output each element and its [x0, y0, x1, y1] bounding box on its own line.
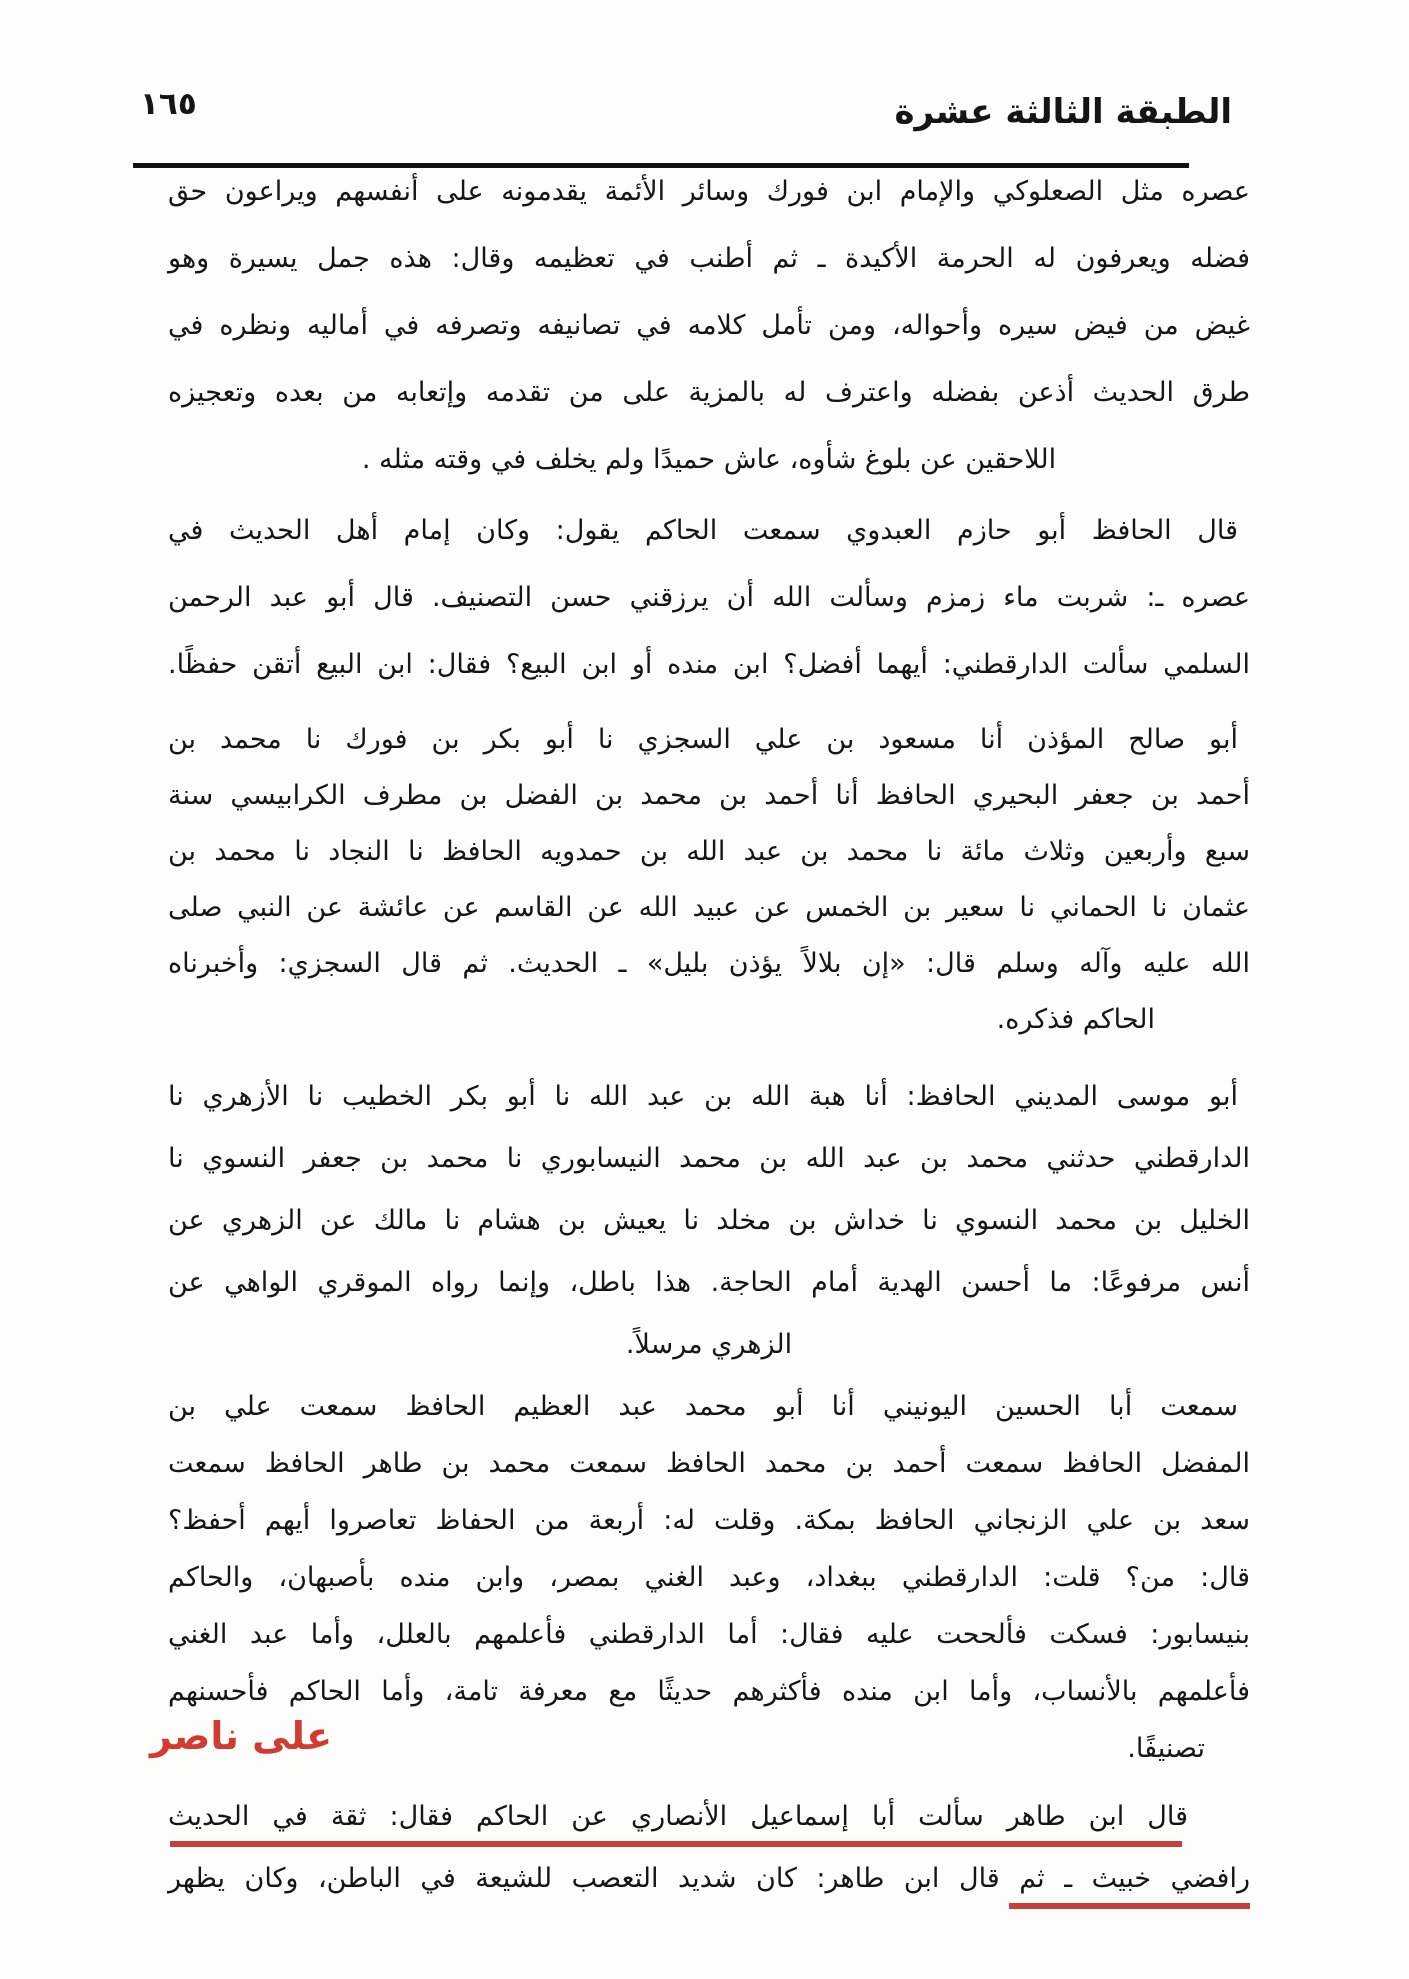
text-line: الله عليه وآله وسلم قال: «إن بلالاً يؤذن بليل» ـ الحديث. ثم قال السجزي: وأخبرناه — [168, 948, 1250, 979]
text-line: السلمي سألت الدارقطني: أيهما أفضل؟ ابن منده أو ابن البيع؟ فقال: ابن البيع أتقن حفظًا. — [168, 649, 1250, 680]
margin-annotation: على ناصر — [150, 1714, 333, 1758]
body-paragraph — [168, 1786, 1250, 1910]
text-line: المفضل الحافظ سمعت أحمد بن محمد الحافظ سمعت محمد بن طاهر الحافظ سمعت — [168, 1448, 1250, 1479]
text-line: بنيسابور: فسكت فألححت عليه فقال: أما الدارقطني فأعلمهم بالعلل، وأما عبد الغني — [168, 1619, 1250, 1650]
text-line: تصنيفًا. — [1127, 1733, 1205, 1764]
text-line: سعد بن علي الزنجاني الحافظ بمكة. وقلت له: أربعة من الحفاظ تعاصروا أيهم أحفظ؟ — [168, 1505, 1250, 1536]
text-line: الدارقطني حدثني محمد بن عبد الله بن محمد النيسابوري نا محمد بن جعفر النسوي نا — [168, 1143, 1250, 1174]
text-line: قال: من؟ قلت: الدارقطني ببغداد، وعبد الغني بمصر، وابن منده بأصبهان، والحاكم — [168, 1562, 1250, 1593]
body-paragraph — [168, 712, 1250, 1048]
text-line: الخليل بن محمد النسوي نا خداش بن مخلد نا يعيش بن هشام نا مالك عن الزهري عن — [168, 1205, 1250, 1236]
text-line: سبع وأربعين وثلاث مائة نا محمد بن عبد الله بن حمدويه الحافظ نا النجاد نا محمد بن — [168, 836, 1250, 867]
text-line: طرق الحديث أذعن بفضله واعترف له بالمزية على من تقدمه وإتعابه من بعده وتعجيزه — [168, 377, 1250, 408]
text-line: غيض من فيض سيره وأحواله، ومن تأمل كلامه في تصانيفه وتصرفه في أماليه ونظره في — [168, 310, 1250, 341]
text-line: أبو موسى المديني الحافظ: أنا هبة الله بن عبد الله نا أبو بكر الخطيب نا الأزهري نا — [168, 1081, 1238, 1112]
red-underline-2 — [1009, 1903, 1250, 1909]
text-line: رافضي خبيث ـ ثم قال ابن طاهر: كان شديد التعصب للشيعة في الباطن، وكان يظهر — [168, 1863, 1250, 1894]
text-line: أنس مرفوعًا: ما أحسن الهدية أمام الحاجة. هذا باطل، وإنما رواه الموقري الواهي عن — [168, 1267, 1250, 1298]
text-line: فأعلمهم بالأنساب، وأما ابن منده فأكثرهم حديثًا مع معرفة تامة، وأما الحاكم فأحسنهم — [168, 1676, 1250, 1707]
text-line: أحمد بن جعفر البحيري الحافظ أنا أحمد بن محمد بن الفضل بن مطرف الكرابيسي سنة — [168, 780, 1250, 811]
page-number: ١٦٥ — [140, 86, 197, 122]
text-line: فضله ويعرفون له الحرمة الأكيدة ـ ثم أطنب في تعظيمه وقال: هذه جمل يسيرة وهو — [168, 243, 1250, 274]
text-line: عصره مثل الصعلوكي والإمام ابن فورك وسائر الأئمة يقدمونه على أنفسهم ويراعون حق — [168, 176, 1250, 207]
chapter-title: الطبقة الثالثة عشرة — [894, 92, 1232, 132]
text-line: عثمان نا الحماني نا سعير بن الخمس عن عبيد الله عن القاسم عن عائشة عن النبي صلى — [168, 892, 1250, 923]
body-paragraph — [168, 1066, 1250, 1376]
text-line: الحاكم فذكره. — [996, 1004, 1155, 1035]
text-line: اللاحقين عن بلوغ شأوه، عاش حميدًا ولم يخلف في وقته مثله . — [361, 444, 1057, 475]
text-line: قال الحافظ أبو حازم العبدوي سمعت الحاكم يقول: وكان إمام أهل الحديث في — [168, 515, 1238, 546]
text-line: الزهري مرسلاً. — [625, 1329, 793, 1360]
body-paragraph — [168, 497, 1250, 698]
text-line: أبو صالح المؤذن أنا مسعود بن علي السجزي نا أبو بكر بن فورك نا محمد بن — [168, 724, 1238, 755]
text-line: عصره ـ: شربت ماء زمزم وسألت الله أن يرزقني حسن التصنيف. قال أبو عبد الرحمن — [168, 582, 1250, 613]
text-line: سمعت أبا الحسين اليونيني أنا أبو محمد عبد العظيم الحافظ سمعت علي بن — [168, 1391, 1238, 1422]
text-line: قال ابن طاهر سألت أبا إسماعيل الأنصاري عن الحاكم فقال: ثقة في الحديث — [168, 1801, 1188, 1832]
red-underline-1 — [170, 1841, 1182, 1847]
body-paragraph — [168, 158, 1250, 493]
